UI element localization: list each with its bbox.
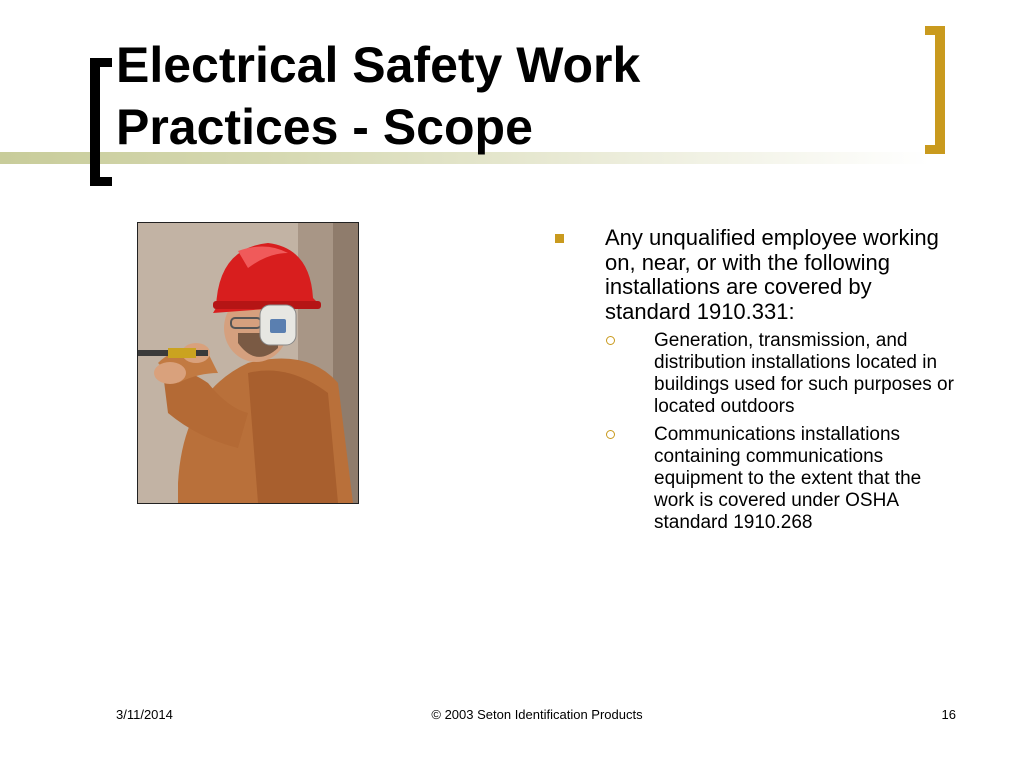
worker-illustration xyxy=(138,223,358,503)
sub-bullet-text: Communications installations containing communications equipment to the extent that the work is covered under OSHA standard 1910.268 xyxy=(654,424,922,533)
square-bullet-icon xyxy=(555,234,564,243)
worker-photo xyxy=(137,222,359,504)
bullet-item xyxy=(555,226,955,324)
slide-title xyxy=(116,34,876,158)
right-bracket-bottom xyxy=(925,145,945,154)
sub-bullet-list xyxy=(555,330,955,534)
bullet-text: Any unqualified employee working on, near, or with the following installations are covered by standard 1910.331: xyxy=(605,225,939,324)
bullet-content xyxy=(555,226,955,540)
sub-bullet-item xyxy=(555,424,955,534)
circle-bullet-icon xyxy=(606,430,615,439)
left-bracket-bottom xyxy=(90,177,112,186)
footer-date: 3/11/2014 xyxy=(116,707,173,722)
sub-bullet-text: Generation, transmission, and distribution installations located in buildings used for such purposes or located outdoors xyxy=(654,330,954,417)
left-bracket-top xyxy=(90,58,112,67)
footer-page-number: 16 xyxy=(941,707,956,722)
slide-title-line-1: Electrical Safety Work xyxy=(116,37,641,93)
right-bracket-decoration xyxy=(935,26,945,154)
left-bracket-decoration xyxy=(90,58,100,186)
sub-bullet-item xyxy=(555,330,955,418)
circle-bullet-icon xyxy=(606,336,615,345)
right-bracket-top xyxy=(925,26,945,35)
slide-title-line-2: Practices - Scope xyxy=(116,99,533,155)
footer-copyright: © 2003 Seton Identification Products xyxy=(431,707,643,722)
